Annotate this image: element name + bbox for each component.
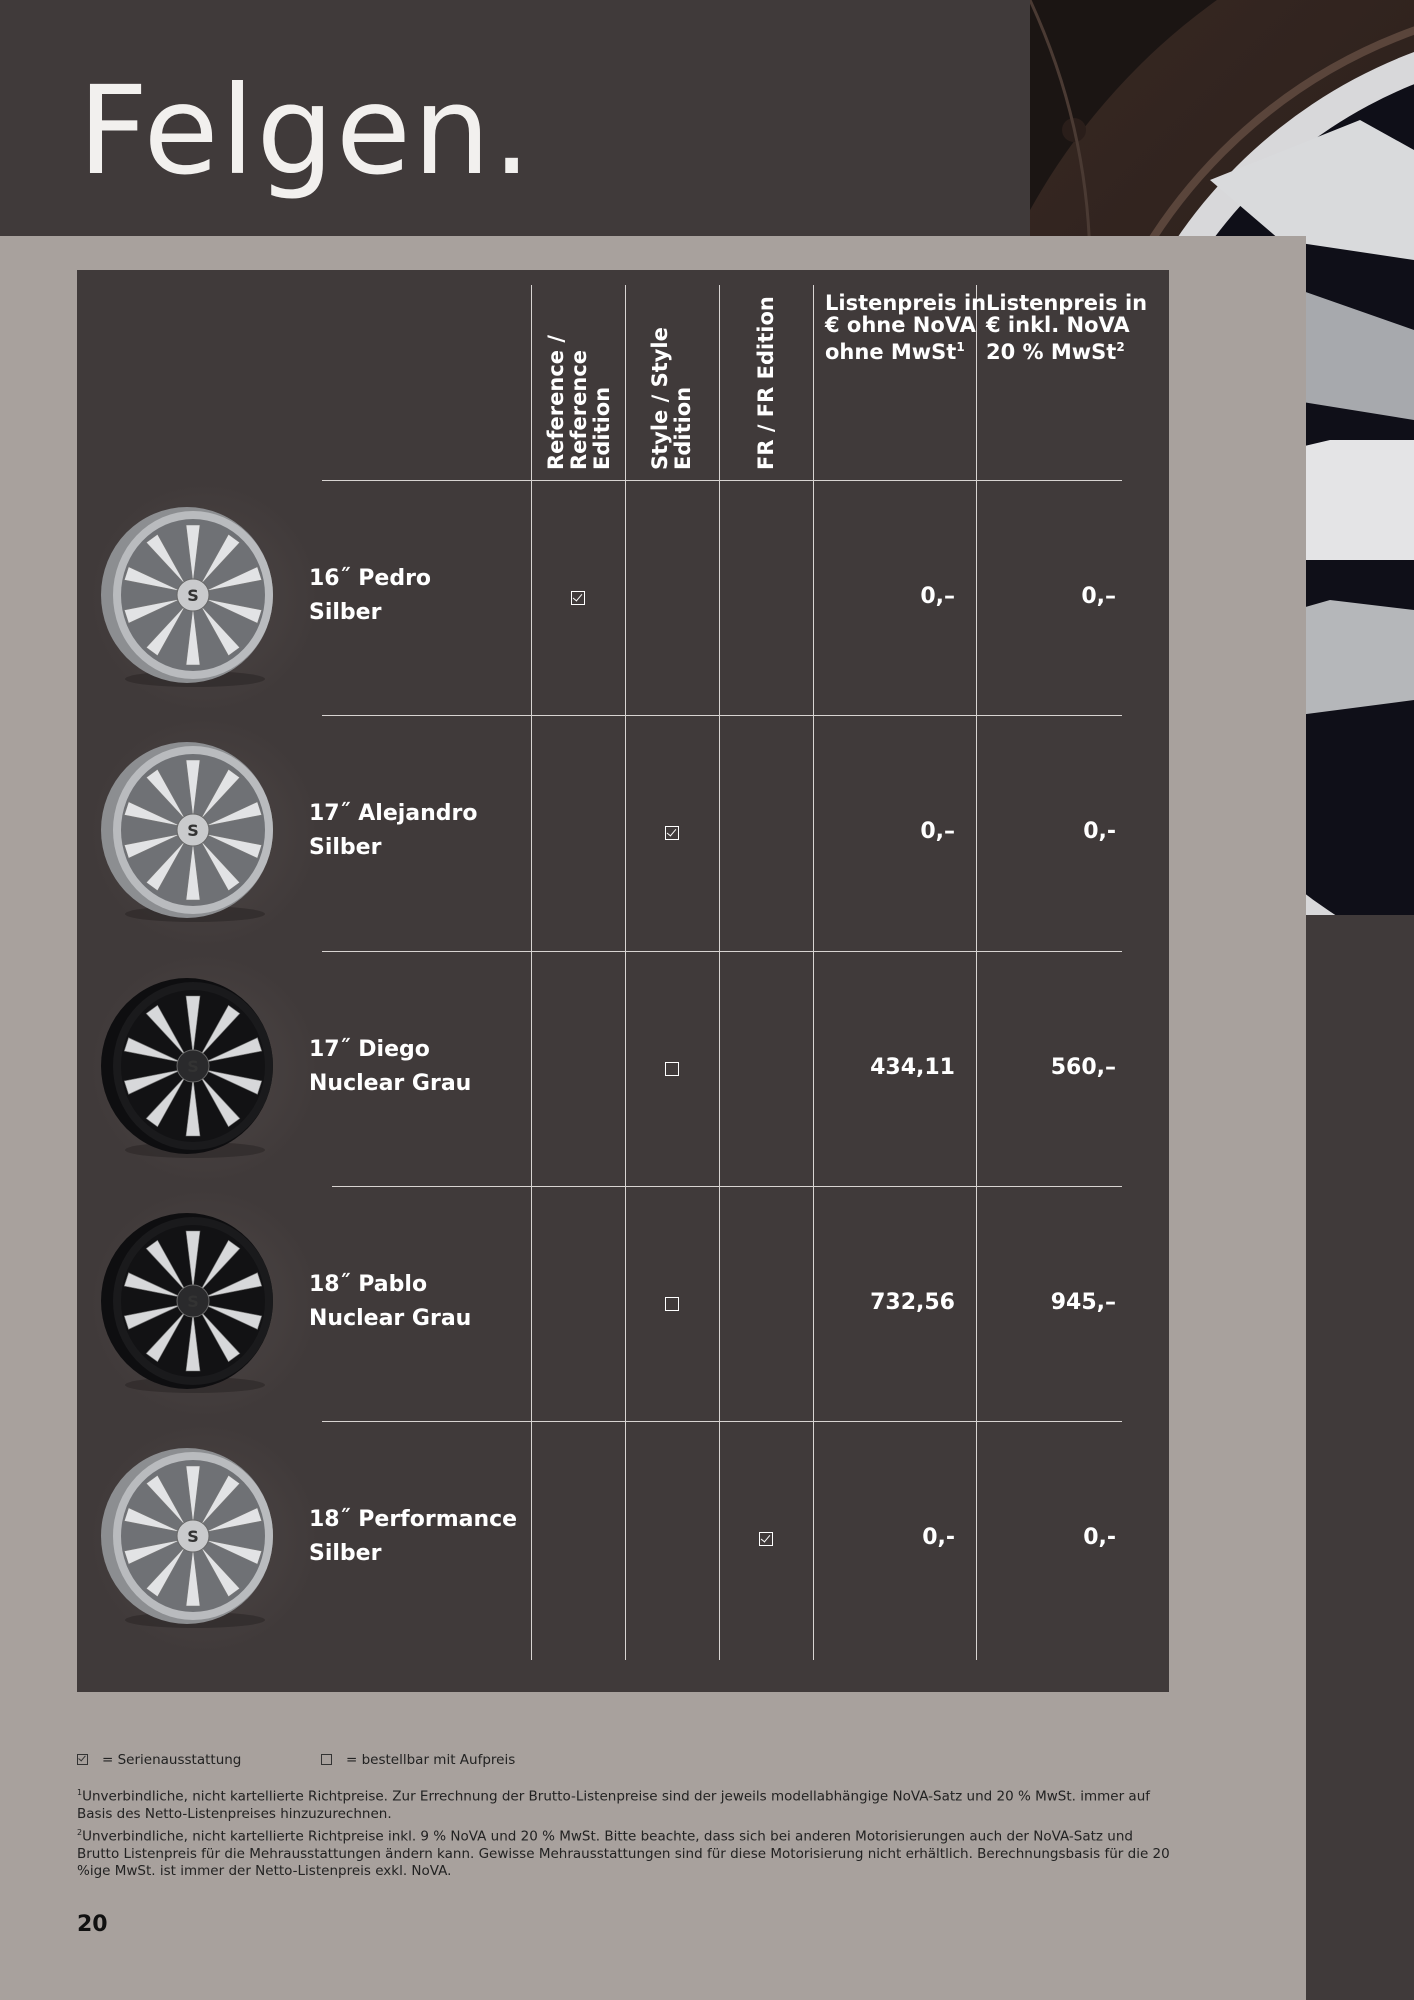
checkbox-empty-icon [321,1754,332,1765]
footnotes [77,1784,1177,1881]
price-net: 732,56 [870,1289,955,1315]
checkbox-checked-icon [571,591,585,605]
price-net: 0,- [922,1524,955,1550]
footnote-1: $^1$Unverbindliche, nicht kartellierte Richtpreise. Zur Errechnung der Brutto-Listenpreise sind der jeweils modellabhängige NoVA-Satz und 20 % MwSt. immer auf Basis des Netto-Listenpreises hinzuzurechnen. [77,1788,1151,1822]
row-divider [332,1186,1122,1187]
svg-text:S: S [187,1527,199,1546]
row-divider [317,715,1122,716]
grid-line [719,285,720,1660]
svg-text:S: S [187,586,199,605]
grid-line [813,285,814,1660]
wheels-table [77,270,1169,1692]
svg-text:S: S [187,821,199,840]
price-net: 0,– [920,583,955,609]
col-header-fr: FR / FR Edition [754,296,778,470]
price-gross: 560,– [1050,1054,1116,1080]
wheel-image [87,715,327,950]
wheel-name: 17˝ Alejandro Silber [309,801,478,860]
wheel-image [87,1186,327,1421]
footnote-2: $^2$Unverbindliche, nicht kartellierte Richtpreise inkl. 9 % NoVA und 20 % MwSt. Bitte beachte, dass sich bei anderen Motorisierungen auch der NoVA-Satz und Brutto Listenpreis für die Mehrausstattungen ändern kann. Gewisse Mehrausstattungen sind für diese Motorisierung nicht erhältlich. Berechnungsbasis für die 20 %ige MwSt. ist immer der Netto-Listenpreis exkl. NoVA. [77,1827,1170,1879]
grid-line [976,285,977,1660]
price-gross: 0,– [1081,583,1116,609]
col-header-style: Style / Style Edition [648,327,695,470]
wheel-name: 18˝ Pablo Nuclear Grau [309,1272,472,1331]
right-strip [1306,915,1414,2000]
wheel-image [87,1421,327,1656]
legend-optional: = bestellbar mit Aufpreis [321,1752,515,1768]
price-gross: 0,- [1083,1524,1116,1550]
wheel-name: 17˝ Diego Nuclear Grau [309,1037,472,1096]
grid-line [625,285,626,1660]
wheel-name: 18˝ Performance Silber [309,1507,518,1566]
price-net: 434,11 [870,1054,955,1080]
page-title: Felgen. [78,60,534,202]
col-header-price-net: Listenpreis in € ohne NoVA ohne MwSt$^1$ [825,291,987,364]
checkbox-checked-icon [665,826,679,840]
legend-standard: = Serienausstattung [77,1752,241,1768]
checkbox-empty-icon [665,1062,679,1076]
page-number: 20 [77,1912,108,1937]
checkbox-checked-icon [77,1754,88,1765]
wheel-image [87,480,327,715]
price-gross: 0,- [1083,818,1116,844]
price-net: 0,– [920,818,955,844]
wheel-name: 16˝ Pedro Silber [309,566,432,625]
wheel-image [87,951,327,1186]
checkbox-empty-icon [665,1297,679,1311]
svg-text:S: S [187,1292,199,1311]
col-header-price-gross: Listenpreis in € inkl. NoVA 20 % MwSt$^2$ [986,291,1148,364]
checkbox-checked-icon [759,1532,773,1546]
col-header-reference: Reference / Reference Edition [544,334,614,470]
price-gross: 945,– [1050,1289,1116,1315]
grid-line [531,285,532,1660]
svg-text:S: S [187,1057,199,1076]
